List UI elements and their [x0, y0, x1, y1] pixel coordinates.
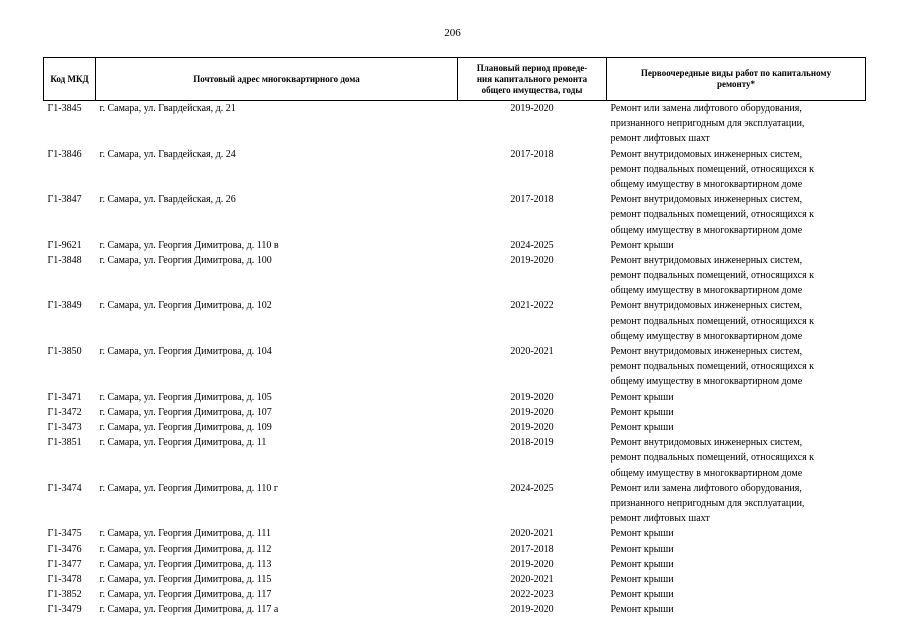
table-row [44, 587, 866, 602]
repair-works [607, 481, 866, 527]
repair-works-line: общему имуществу в многоквартирном доме [610, 224, 803, 236]
building-address: г. Самара, ул. Георгия Димитрова, д. 115 [99, 573, 272, 585]
table-row [44, 344, 866, 390]
repair-works-line: Ремонт крыши [610, 391, 674, 403]
building-code: Г1-3477 [47, 558, 82, 570]
building-address: г. Самара, ул. Георгия Димитрова, д. 107 [99, 406, 272, 418]
repair-period: 2022-2023 [510, 589, 554, 601]
building-code: Г1-3845 [47, 103, 82, 114]
building-address: г. Самара, ул. Георгия Димитрова, д. 109 [99, 421, 272, 433]
repair-period: 2019-2020 [510, 421, 554, 433]
table-row [44, 192, 866, 238]
repair-period: 2019-2020 [510, 254, 554, 266]
repair-works-line: ремонт подвальных помещений, относящихся к [610, 209, 815, 221]
building-code: Г1-3851 [47, 437, 82, 449]
repair-works-line: признанного непригодным для эксплуатации, [610, 497, 805, 509]
header-period-line: Плановый период проведе- [476, 62, 588, 73]
building-address: г. Самара, ул. Гвардейская, д. 21 [99, 103, 236, 114]
repair-works [607, 405, 866, 420]
repair-works [607, 298, 866, 344]
repair-works-line: ремонт подвальных помещений, относящихся к [610, 452, 815, 464]
building-code: Г1-3479 [47, 604, 82, 616]
repair-works [607, 147, 866, 193]
building-code: Г1-3478 [47, 573, 82, 585]
table-row [44, 147, 866, 193]
repair-works-line: Ремонт или замена лифтового оборудования, [610, 103, 802, 114]
repair-period: 2024-2025 [510, 239, 554, 251]
building-address: г. Самара, ул. Георгия Димитрова, д. 102 [99, 300, 272, 312]
repair-works-line: Ремонт внутридомовых инженерных систем, [610, 194, 803, 206]
repair-period: 2019-2020 [510, 103, 554, 114]
repair-works-line: Ремонт крыши [610, 604, 674, 616]
repair-works-line: ремонт подвальных помещений, относящихся к [610, 361, 815, 373]
building-address: г. Самара, ул. Георгия Димитрова, д. 117 [99, 589, 272, 601]
table-row [44, 572, 866, 587]
table-row [44, 420, 866, 435]
repair-works-line: Ремонт крыши [610, 528, 674, 540]
repair-period: 2018-2019 [510, 437, 554, 449]
repair-works-line: Ремонт внутридомовых инженерных систем, [610, 437, 803, 449]
table-row [44, 435, 866, 481]
repair-period: 2017-2018 [510, 543, 554, 555]
building-code: Г1-3474 [47, 482, 82, 494]
repair-works-line: общему имуществу в многоквартирном доме [610, 467, 803, 479]
repair-works [607, 420, 866, 435]
repair-works [607, 101, 866, 147]
repair-works-line: Ремонт внутридомовых инженерных систем, [610, 254, 803, 266]
building-code: Г1-3476 [47, 543, 82, 555]
table-row [44, 298, 866, 344]
table-row [44, 526, 866, 541]
building-code: Г1-3848 [47, 254, 82, 266]
table-row [44, 390, 866, 405]
repair-works [607, 344, 866, 390]
repair-works-line: Ремонт или замена лифтового оборудования, [610, 482, 802, 494]
building-address: г. Самара, ул. Георгия Димитрова, д. 117 а [99, 604, 279, 616]
building-address: г. Самара, ул. Георгия Димитрова, д. 113 [99, 558, 272, 570]
repair-period: 2017-2018 [510, 148, 554, 160]
table-row [44, 238, 866, 253]
repair-works-line: Ремонт внутридомовых инженерных систем, [610, 346, 803, 358]
repair-works [607, 390, 866, 405]
building-code: Г1-3849 [47, 300, 82, 312]
building-address: г. Самара, ул. Георгия Димитрова, д. 111 [99, 528, 271, 540]
repair-works [607, 192, 866, 238]
building-code: Г1-3846 [47, 148, 82, 160]
repair-works-line: Ремонт крыши [610, 421, 674, 433]
building-code: Г1-3852 [47, 589, 82, 601]
building-code: Г1-3847 [47, 194, 82, 206]
building-address: г. Самара, ул. Гвардейская, д. 26 [99, 194, 236, 206]
header-works-line: ремонту* [717, 79, 755, 89]
repair-works-line: Ремонт крыши [610, 589, 674, 601]
repair-works-line: Ремонт крыши [610, 573, 674, 585]
repair-works [607, 238, 866, 253]
repair-works [607, 557, 866, 572]
repair-works [607, 542, 866, 557]
building-address: г. Самара, ул. Георгия Димитрова, д. 110 в [99, 239, 279, 251]
header-period [458, 58, 607, 101]
building-code: Г1-3850 [47, 346, 82, 358]
repair-works-line: ремонт лифтовых шахт [610, 513, 710, 525]
building-code: Г1-9621 [47, 239, 82, 251]
building-address: г. Самара, ул. Гвардейская, д. 24 [99, 148, 236, 160]
header-works-line: Первоочередные виды работ по капитальному [640, 68, 832, 78]
table-row [44, 542, 866, 557]
repair-period: 2019-2020 [510, 604, 554, 616]
repair-works-line: Ремонт крыши [610, 543, 674, 555]
repair-period: 2021-2022 [510, 300, 554, 312]
building-code: Г1-3472 [47, 406, 82, 418]
repair-works-line: ремонт подвальных помещений, относящихся к [610, 315, 815, 327]
repair-works-line: Ремонт внутридомовых инженерных систем, [610, 148, 803, 160]
repair-works-line: ремонт лифтовых шахт [610, 133, 710, 145]
table-row [44, 101, 866, 147]
repair-period: 2019-2020 [510, 558, 554, 570]
building-code: Г1-3471 [47, 391, 82, 403]
table-row [44, 253, 866, 299]
building-address: г. Самара, ул. Георгия Димитрова, д. 110 г [99, 482, 278, 494]
building-address: г. Самара, ул. Георгия Димитрова, д. 11 [99, 437, 267, 449]
repair-period: 2017-2018 [510, 194, 554, 206]
table-header-row [44, 58, 866, 101]
repair-period: 2020-2021 [510, 528, 554, 540]
building-code: Г1-3473 [47, 421, 82, 433]
repair-works-line: Ремонт крыши [610, 558, 674, 570]
repair-period: 2024-2025 [510, 482, 554, 494]
building-address: г. Самара, ул. Георгия Димитрова, д. 112 [99, 543, 272, 555]
repair-works [607, 526, 866, 541]
header-period-line: ния капитального ремонта [476, 73, 588, 84]
header-period-line: общего имущества, годы [481, 84, 583, 95]
repair-works-line: общему имуществу в многоквартирном доме [610, 376, 803, 388]
repair-works [607, 602, 866, 617]
repair-works-line: общему имуществу в многоквартирном доме [610, 285, 803, 297]
repair-works-line: Ремонт крыши [610, 239, 674, 251]
table-row [44, 557, 866, 572]
repair-period: 2020-2021 [510, 573, 554, 585]
repair-works [607, 572, 866, 587]
repair-works [607, 587, 866, 602]
table-row [44, 405, 866, 420]
repair-works [607, 435, 866, 481]
building-code: Г1-3475 [47, 528, 82, 540]
table-body [44, 101, 866, 618]
header-code: Код МКД [44, 58, 96, 101]
repair-period: 2020-2021 [510, 346, 554, 358]
repair-works-line: Ремонт внутридомовых инженерных систем, [610, 300, 803, 312]
repair-works-line: ремонт подвальных помещений, относящихся к [610, 270, 815, 282]
building-address: г. Самара, ул. Георгия Димитрова, д. 100 [99, 254, 272, 266]
building-address: г. Самара, ул. Георгия Димитрова, д. 104 [99, 346, 272, 358]
repair-works-line: общему имуществу в многоквартирном доме [610, 178, 803, 190]
repair-works-line: ремонт подвальных помещений, относящихся к [610, 163, 815, 175]
header-address: Почтовый адрес многоквартирного дома [96, 58, 458, 101]
table-row [44, 602, 866, 617]
capital-repair-table [43, 57, 866, 618]
table-row [44, 481, 866, 527]
repair-period: 2019-2020 [510, 391, 554, 403]
repair-works-line: общему имуществу в многоквартирном доме [610, 330, 803, 342]
repair-works-line: признанного непригодным для эксплуатации, [610, 118, 805, 130]
header-works [607, 58, 866, 101]
repair-works [607, 253, 866, 299]
page-number: 206 [444, 27, 461, 39]
repair-period: 2019-2020 [510, 406, 554, 418]
building-address: г. Самара, ул. Георгия Димитрова, д. 105 [99, 391, 272, 403]
repair-works-line: Ремонт крыши [610, 406, 674, 418]
